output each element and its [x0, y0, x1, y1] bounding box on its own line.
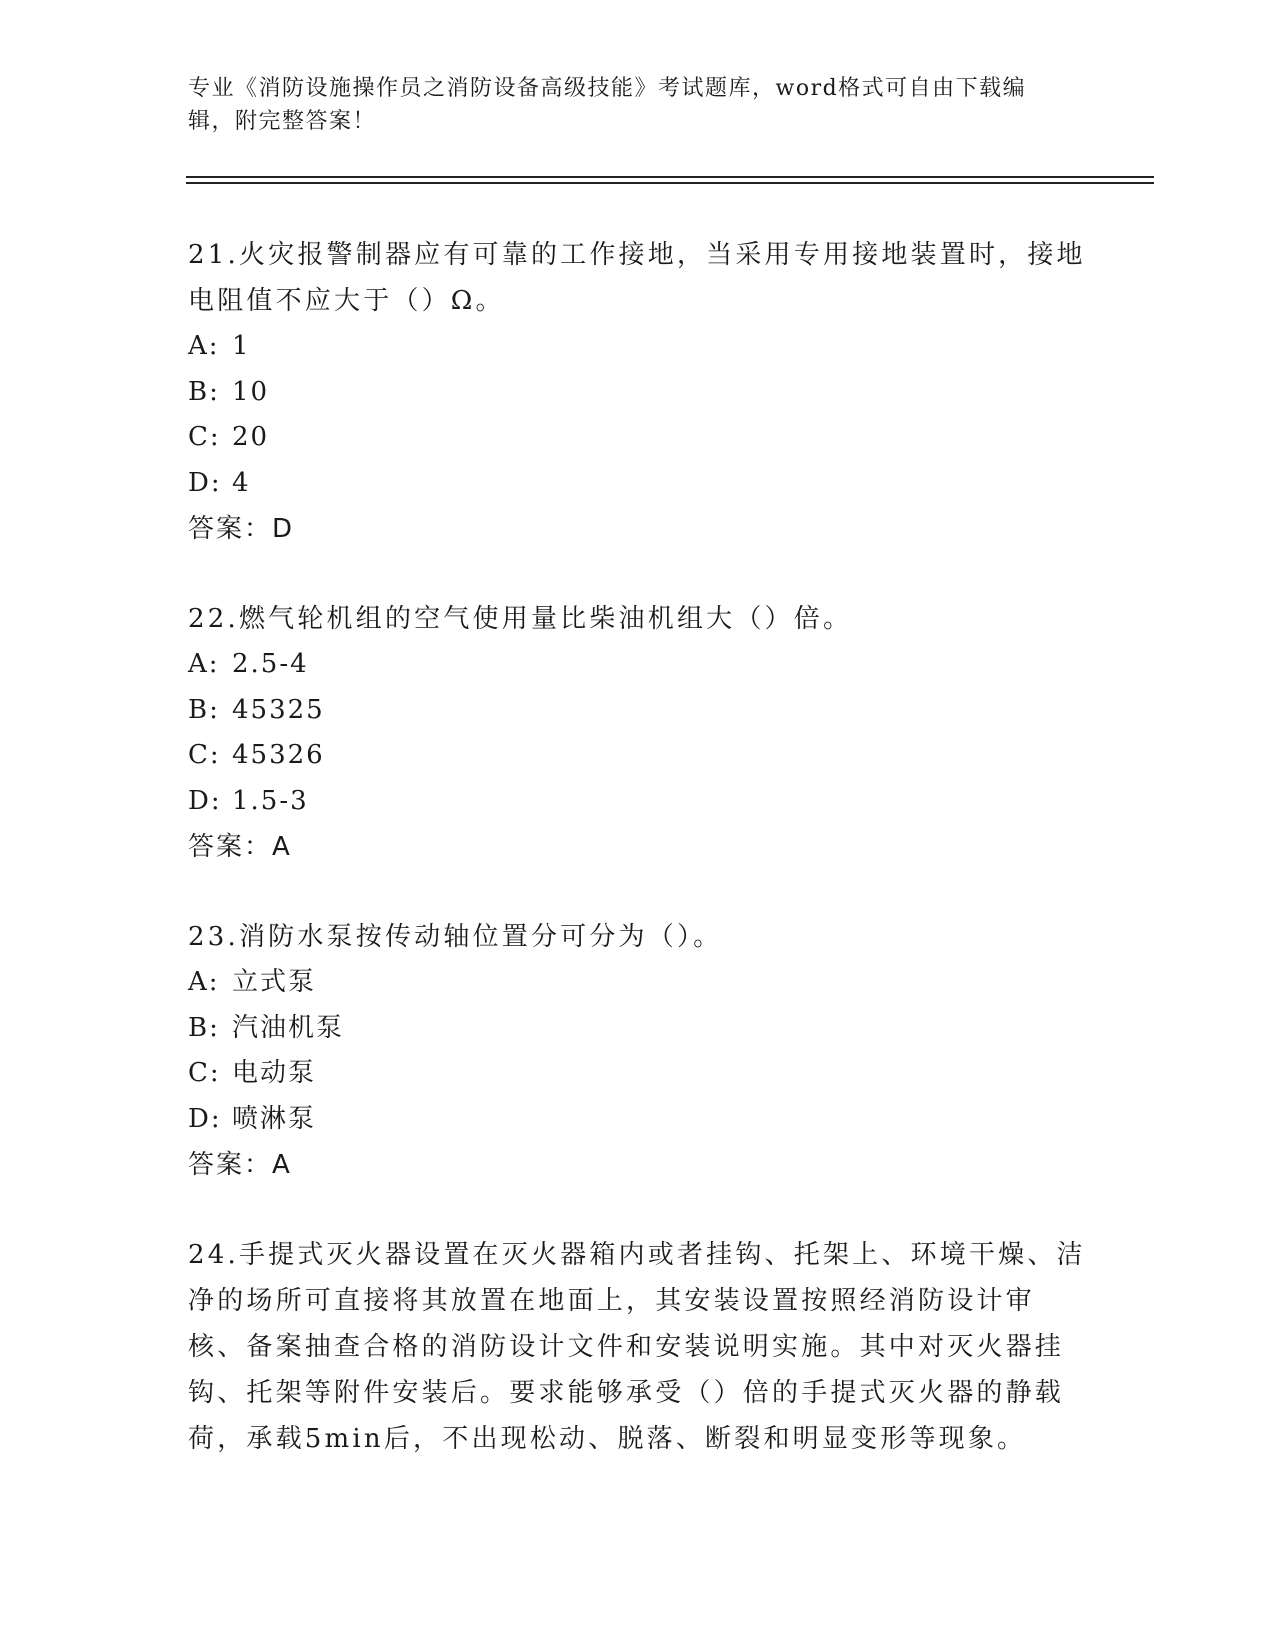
header-divider-top [186, 176, 1154, 178]
option-key: B: [188, 376, 220, 407]
option-key: C: [188, 740, 221, 770]
option-key: D: [188, 785, 222, 816]
option-key: C: [188, 1058, 221, 1088]
option-value: 喷淋泵 [232, 1103, 317, 1134]
option-key: D: [188, 1103, 222, 1134]
option-b [188, 1006, 1088, 1052]
option-c [188, 1051, 1088, 1097]
answer-line: 答案：D [188, 514, 295, 544]
option-a [188, 324, 1088, 370]
question-text: 23.消防水泵按传动轴位置分可分为（）。 [188, 922, 723, 952]
option-value: 45326 [232, 740, 325, 770]
question-text: 21.火灾报警制器应有可靠的工作接地，当采用专用接地装置时，接地电阻值不应大于（）Ω。 [188, 240, 1086, 316]
option-c [188, 733, 1088, 779]
option-key: C: [188, 422, 221, 452]
answer-line: 答案：A [188, 1150, 292, 1180]
option-key: A: [188, 649, 220, 679]
question-22 [188, 596, 1088, 870]
option-b [188, 370, 1088, 416]
option-key: D: [188, 467, 222, 498]
option-key: B: [188, 694, 220, 725]
option-value: 10 [232, 376, 270, 407]
question-23 [188, 914, 1088, 1188]
document-header: 专业《消防设施操作员之消防设备高级技能》考试题库，word格式可自由下载编辑，附完整答案！ [188, 76, 1027, 134]
option-d [188, 461, 1088, 507]
option-d [188, 1097, 1088, 1143]
option-key: B: [188, 1012, 220, 1043]
option-value: 1.5-3 [232, 785, 309, 816]
option-c [188, 415, 1088, 461]
option-d [188, 779, 1088, 825]
option-value: 立式泵 [232, 967, 317, 997]
option-b [188, 688, 1088, 734]
option-value: 电动泵 [232, 1058, 317, 1088]
option-key: A: [188, 967, 220, 997]
option-a [188, 642, 1088, 688]
question-list [188, 232, 1088, 1506]
option-value: 汽油机泵 [232, 1012, 345, 1043]
option-key: A: [188, 331, 220, 361]
header-divider-bottom [186, 182, 1154, 184]
answer-line: 答案：A [188, 832, 292, 862]
question-24 [188, 1232, 1088, 1462]
question-text: 24.手提式灭火器设置在灭火器箱内或者挂钩、托架上、环境干燥、洁净的场所可直接将其放置在地面上，其安装设置按照经消防设计审核、备案抽查合格的消防设计文件和安装说明实施。其中对灭火器挂钩、托架等附件安装后。要求能够承受（）倍的手提式灭火器的静载荷，承载5min后，不出现松动、脱落、断裂和明显变形等现象。 [188, 1240, 1086, 1454]
question-21 [188, 232, 1088, 552]
option-value: 20 [232, 422, 270, 452]
option-value: 1 [232, 331, 251, 361]
option-value: 2.5-4 [232, 649, 309, 679]
option-a [188, 960, 1088, 1006]
option-value: 45325 [232, 694, 325, 725]
question-text: 22.燃气轮机组的空气使用量比柴油机组大（）倍。 [188, 604, 853, 634]
option-value: 4 [232, 467, 251, 498]
